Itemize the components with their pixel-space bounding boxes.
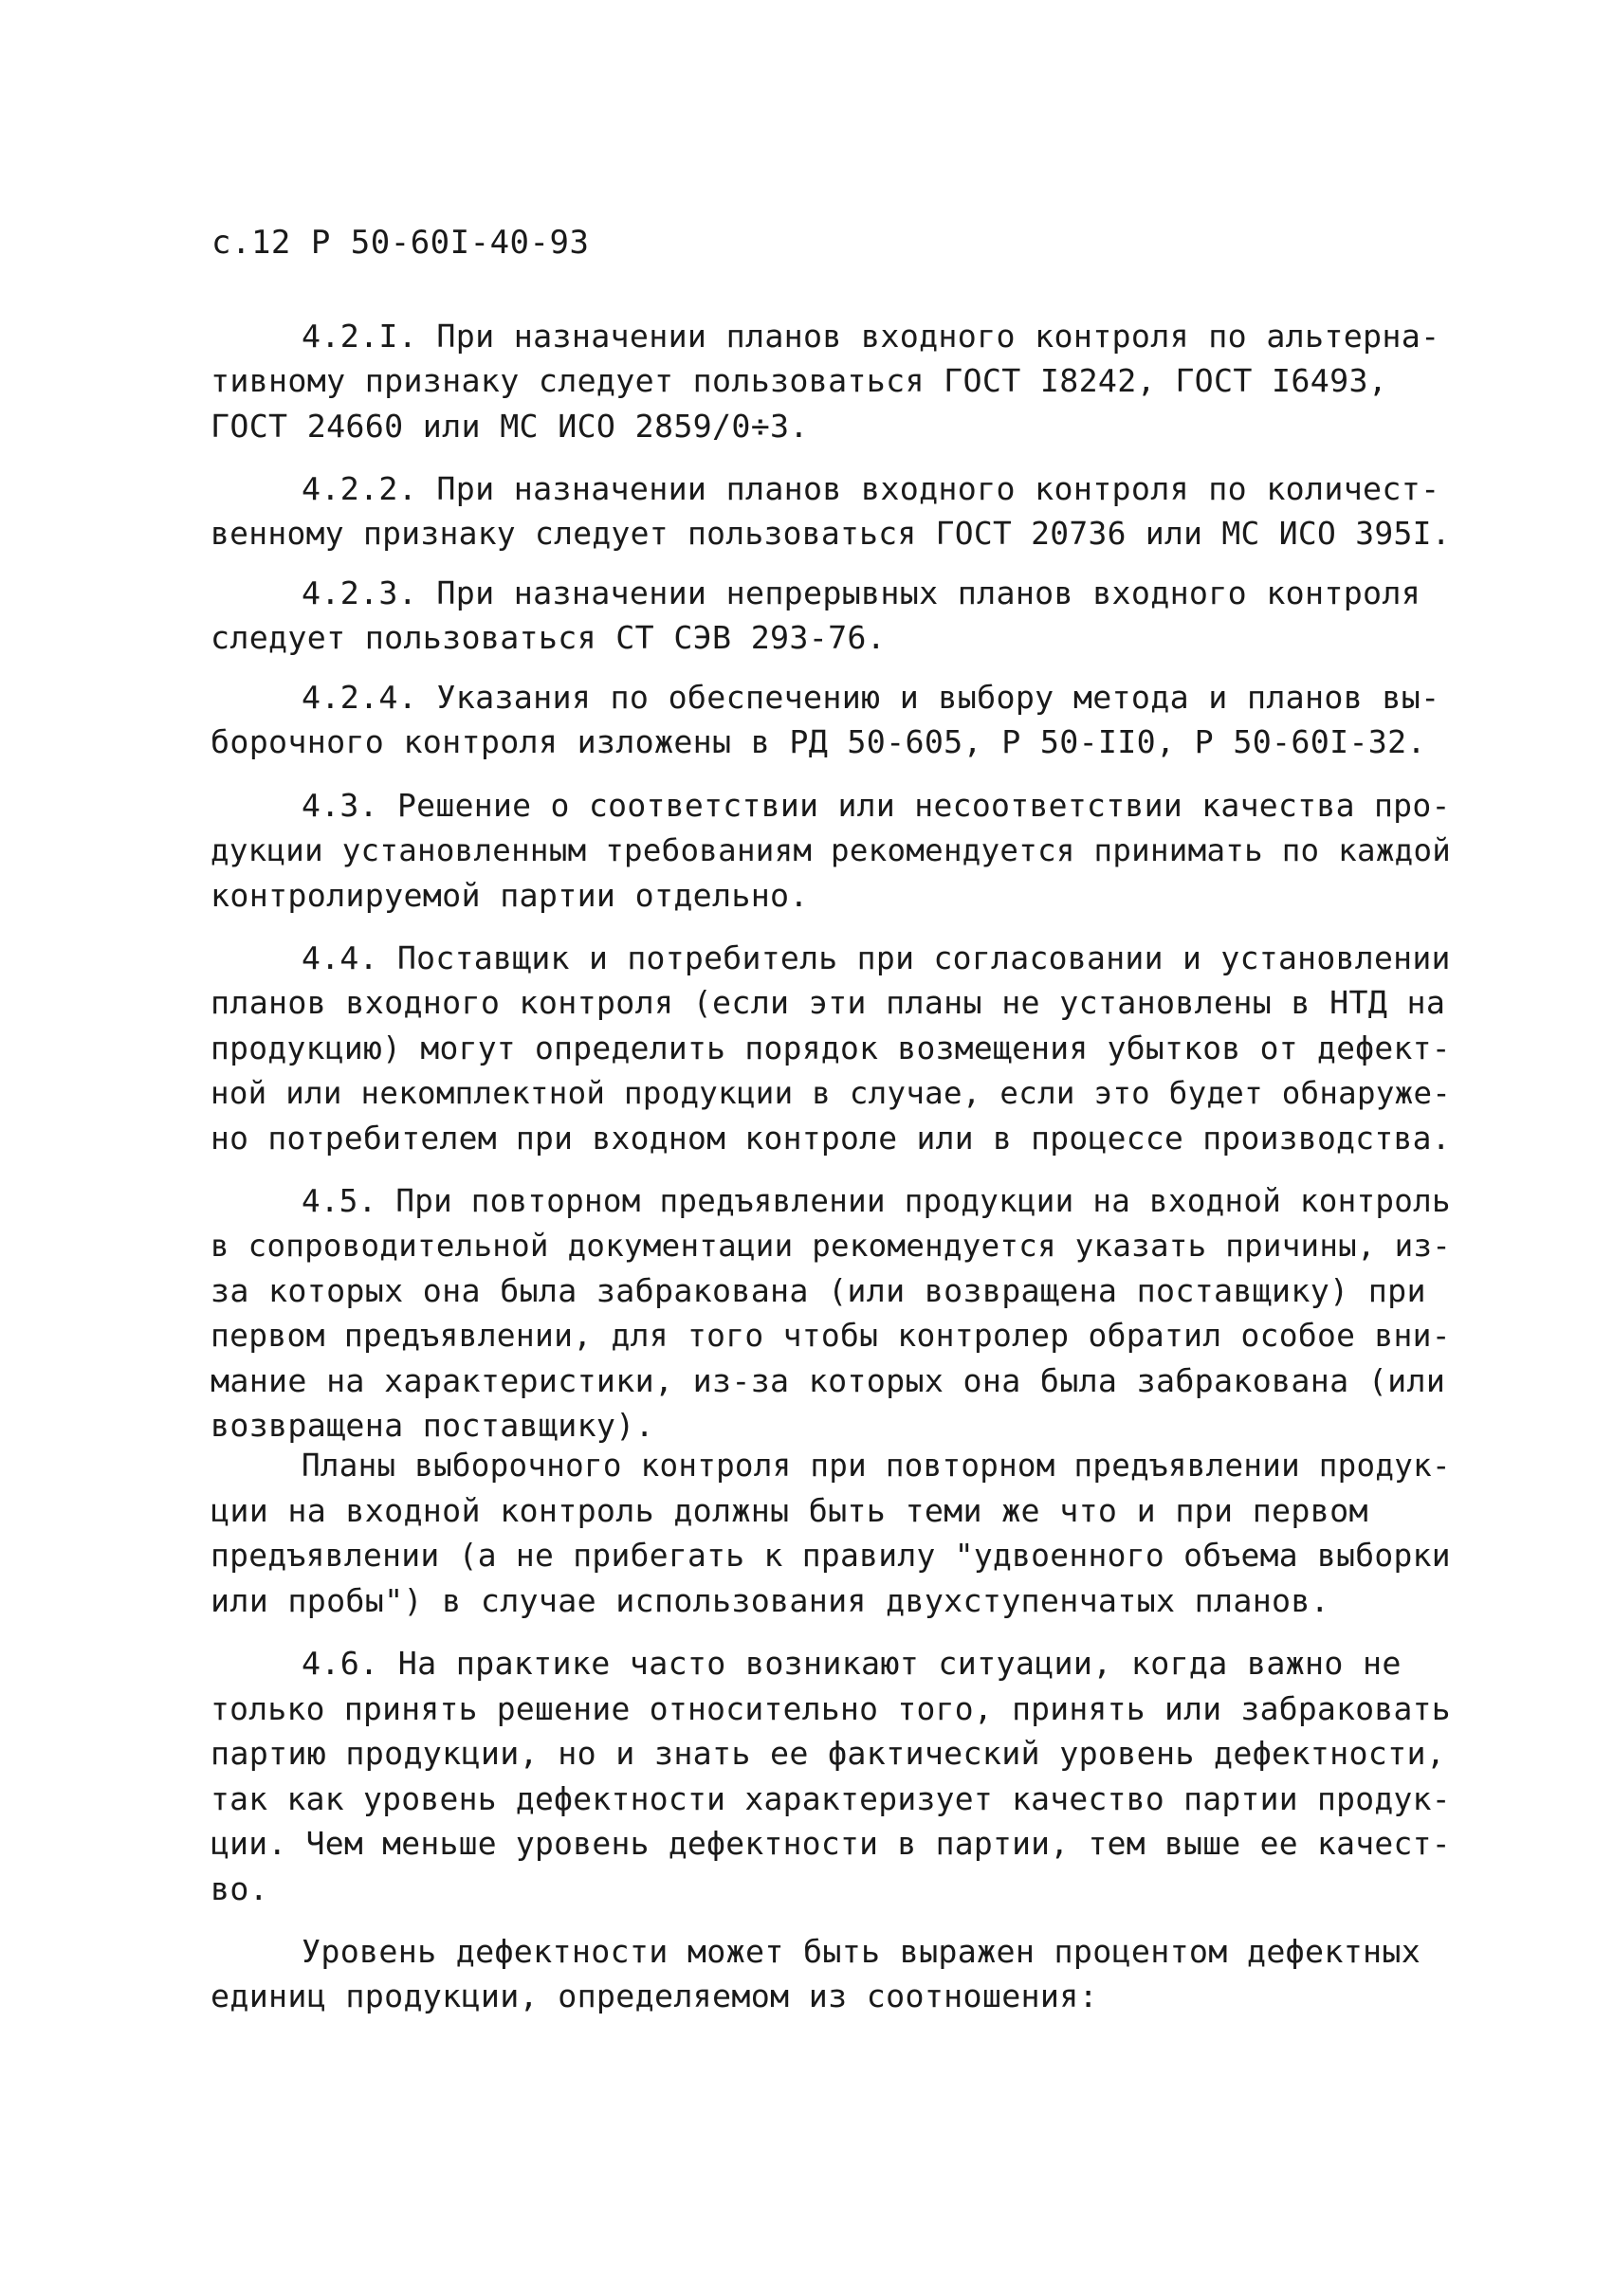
text-line: борочного контроля изложены в РД 50-605, Р 50-II0, Р 50-60I-32. xyxy=(211,723,1426,760)
text-line: 4.2.4. Указания по обеспечению и выбору метода и планов вы- xyxy=(302,679,1440,716)
text-line: венному признаку следует пользоваться ГОСТ 20736 или МС ИСО 395I. xyxy=(211,515,1451,552)
text-line: но потребителем при входном контроле или в процессе производства. xyxy=(211,1120,1451,1157)
text-line: планов входного контроля (если эти планы не установлены в НТД на xyxy=(211,984,1446,1021)
text-line: 4.2.I. При назначении планов входного контроля по альтерна- xyxy=(302,318,1440,355)
text-line: 4.6. На практике часто возникают ситуации, когда важно не xyxy=(302,1645,1402,1682)
text-line: 4.4. Поставщик и потребитель при согласовании и установлении xyxy=(302,939,1451,976)
text-line: 4.5. При повторном предъявлении продукции на входной контроль xyxy=(302,1183,1451,1219)
text-line: следует пользоваться СТ СЭВ 293-76. xyxy=(211,619,887,656)
text-line: или пробы") в случае использования двухступенчатых планов. xyxy=(211,1582,1330,1619)
text-line: 4.2.2. При назначении планов входного контроля по количест- xyxy=(302,470,1440,507)
text-line: ции. Чем меньше уровень дефектности в партии, тем выше ее качест- xyxy=(211,1825,1451,1862)
text-line: Уровень дефектности может быть выражен процентом дефектных xyxy=(302,1933,1421,1970)
text-line: тивному признаку следует пользоваться ГОСТ I8242, ГОСТ I6493, xyxy=(211,362,1388,399)
text-line: мание на характеристики, из-за которых она была забракована (или xyxy=(211,1362,1446,1399)
text-line: единиц продукции, определяемом из соотношения: xyxy=(211,1977,1098,2014)
text-line: во. xyxy=(211,1870,269,1907)
text-line: 4.2.3. При назначении непрерывных планов входного контроля xyxy=(302,574,1421,611)
text-line: контролируемой партии отдельно. xyxy=(211,877,809,914)
text-line: партию продукции, но и знать ее фактический уровень дефектности, xyxy=(211,1735,1446,1772)
text-line: 4.3. Решение о соответствии или несоответствии качества про- xyxy=(302,787,1451,824)
text-line: так как уровень дефектности характеризует качество партии продук- xyxy=(211,1780,1451,1817)
text-line: за которых она была забракована (или возвращена поставщику) при xyxy=(211,1272,1426,1309)
text-line: возвращена поставщику). xyxy=(211,1407,654,1444)
text-line: Планы выборочного контроля при повторном предъявлении продук- xyxy=(302,1448,1451,1484)
text-line: предъявлении (а не прибегать к правилу "удвоенного объема выборки xyxy=(211,1537,1451,1574)
text-line: продукцию) могут определить порядок возмещения убытков от дефект- xyxy=(211,1030,1451,1066)
text-line: ГОСТ 24660 или МС ИСО 2859/0÷3. xyxy=(211,408,809,445)
text-line: первом предъявлении, для того чтобы контролер обратил особое вни- xyxy=(211,1317,1451,1354)
text-line: дукции установленным требованиям рекомендуется принимать по каждой xyxy=(211,832,1452,868)
text-line: в сопроводительной документации рекомендуется указать причины, из- xyxy=(211,1228,1452,1264)
text-line: только принять решение относительно того, принять или забраковать xyxy=(211,1690,1451,1727)
text-line: ной или некомплектной продукции в случае, если это будет обнаруже- xyxy=(211,1075,1452,1111)
text-line: ции на входной контроль должны быть теми же что и при первом xyxy=(211,1492,1368,1529)
page-header: с.12 Р 50-60I-40-93 xyxy=(211,224,590,262)
